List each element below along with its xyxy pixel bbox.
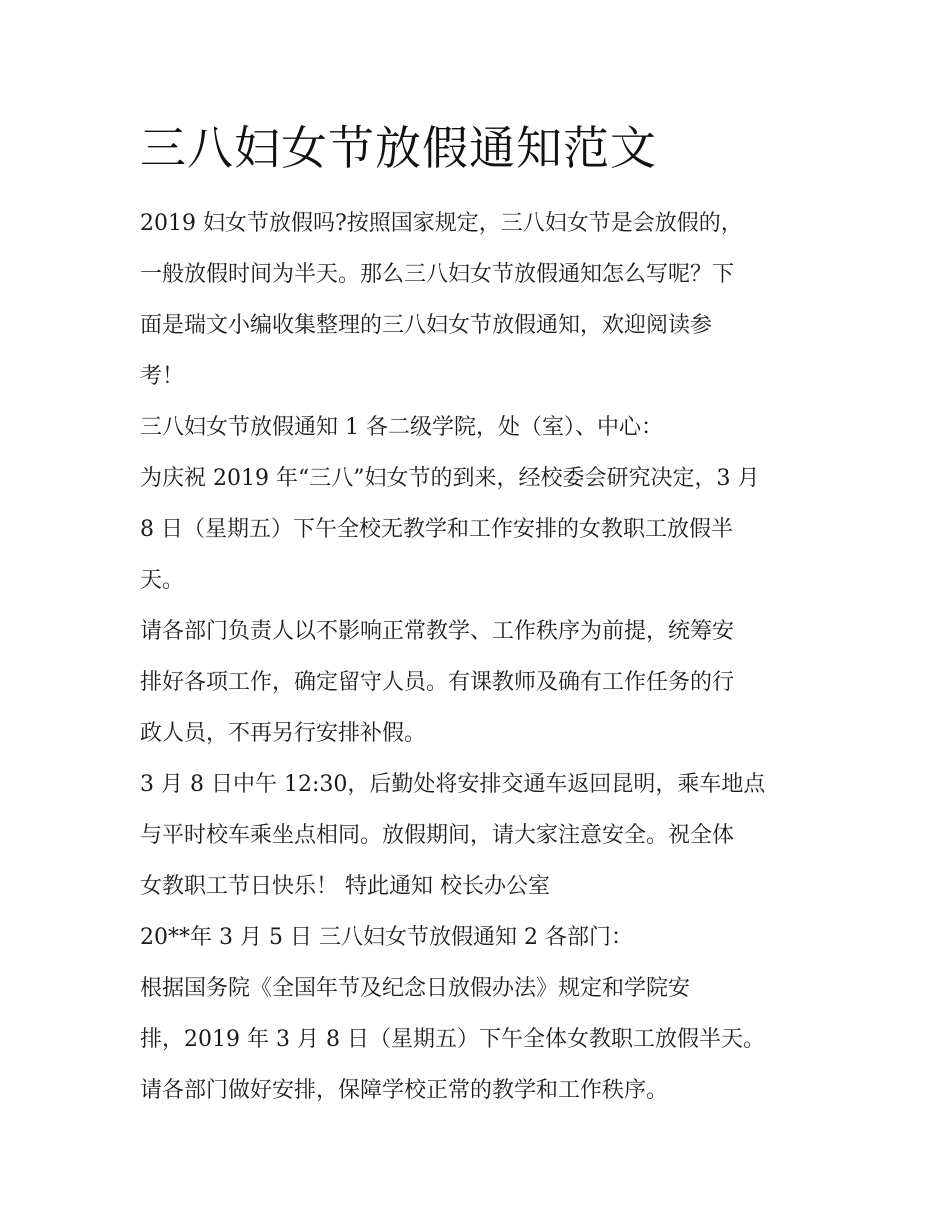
body-line: 考！ <box>140 364 185 389</box>
body-line: 面是瑞文小编收集整理的三八妇女节放假通知，欢迎阅读参 <box>140 313 713 338</box>
body-line: 8 日（星期五）下午全校无教学和工作安排的女教职工放假半 <box>140 517 733 542</box>
body-line: 女教职工节日快乐！ 特此通知 校长办公室 <box>140 874 550 899</box>
body-line: 20**年 3 月 5 日 三八妇女节放假通知 2 各部门： <box>140 925 633 950</box>
body-line: 3 月 8 日中午 12:30，后勤处将安排交通车返回昆明，乘车地点 <box>140 772 766 797</box>
body-line: 2019 妇女节放假吗?按照国家规定，三八妇女节是会放假的， <box>140 211 743 236</box>
body-line: 排好各项工作，确定留守人员。有课教师及确有工作任务的行 <box>140 670 735 695</box>
body-line: 三八妇女节放假通知 1 各二级学院，处（室）、中心： <box>140 415 663 440</box>
body-line: 为庆祝 2019 年“三八”妇女节的到来，经校委会研究决定，3 月 <box>140 466 760 491</box>
body-line: 请各部门负责人以不影响正常教学、工作秩序为前提，统筹安 <box>140 619 735 644</box>
body-line: 一般放假时间为半天。那么三八妇女节放假通知怎么写呢？下 <box>140 262 735 287</box>
document-title: 三八妇女节放假通知范文 <box>140 121 657 175</box>
body-line: 请各部门做好安排，保障学校正常的教学和工作秩序。 <box>140 1078 669 1103</box>
document-body <box>140 198 820 1116</box>
body-line: 与平时校车乘坐点相同。放假期间，请大家注意安全。祝全体 <box>140 823 735 848</box>
body-line: 政人员，不再另行安排补假。 <box>140 721 427 746</box>
body-line: 排，2019 年 3 月 8 日（星期五）下午全体女教职工放假半天。 <box>140 1027 765 1052</box>
body-line: 天。 <box>140 568 185 593</box>
body-line: 根据国务院《全国年节及纪念日放假办法》规定和学院安 <box>140 976 691 1001</box>
